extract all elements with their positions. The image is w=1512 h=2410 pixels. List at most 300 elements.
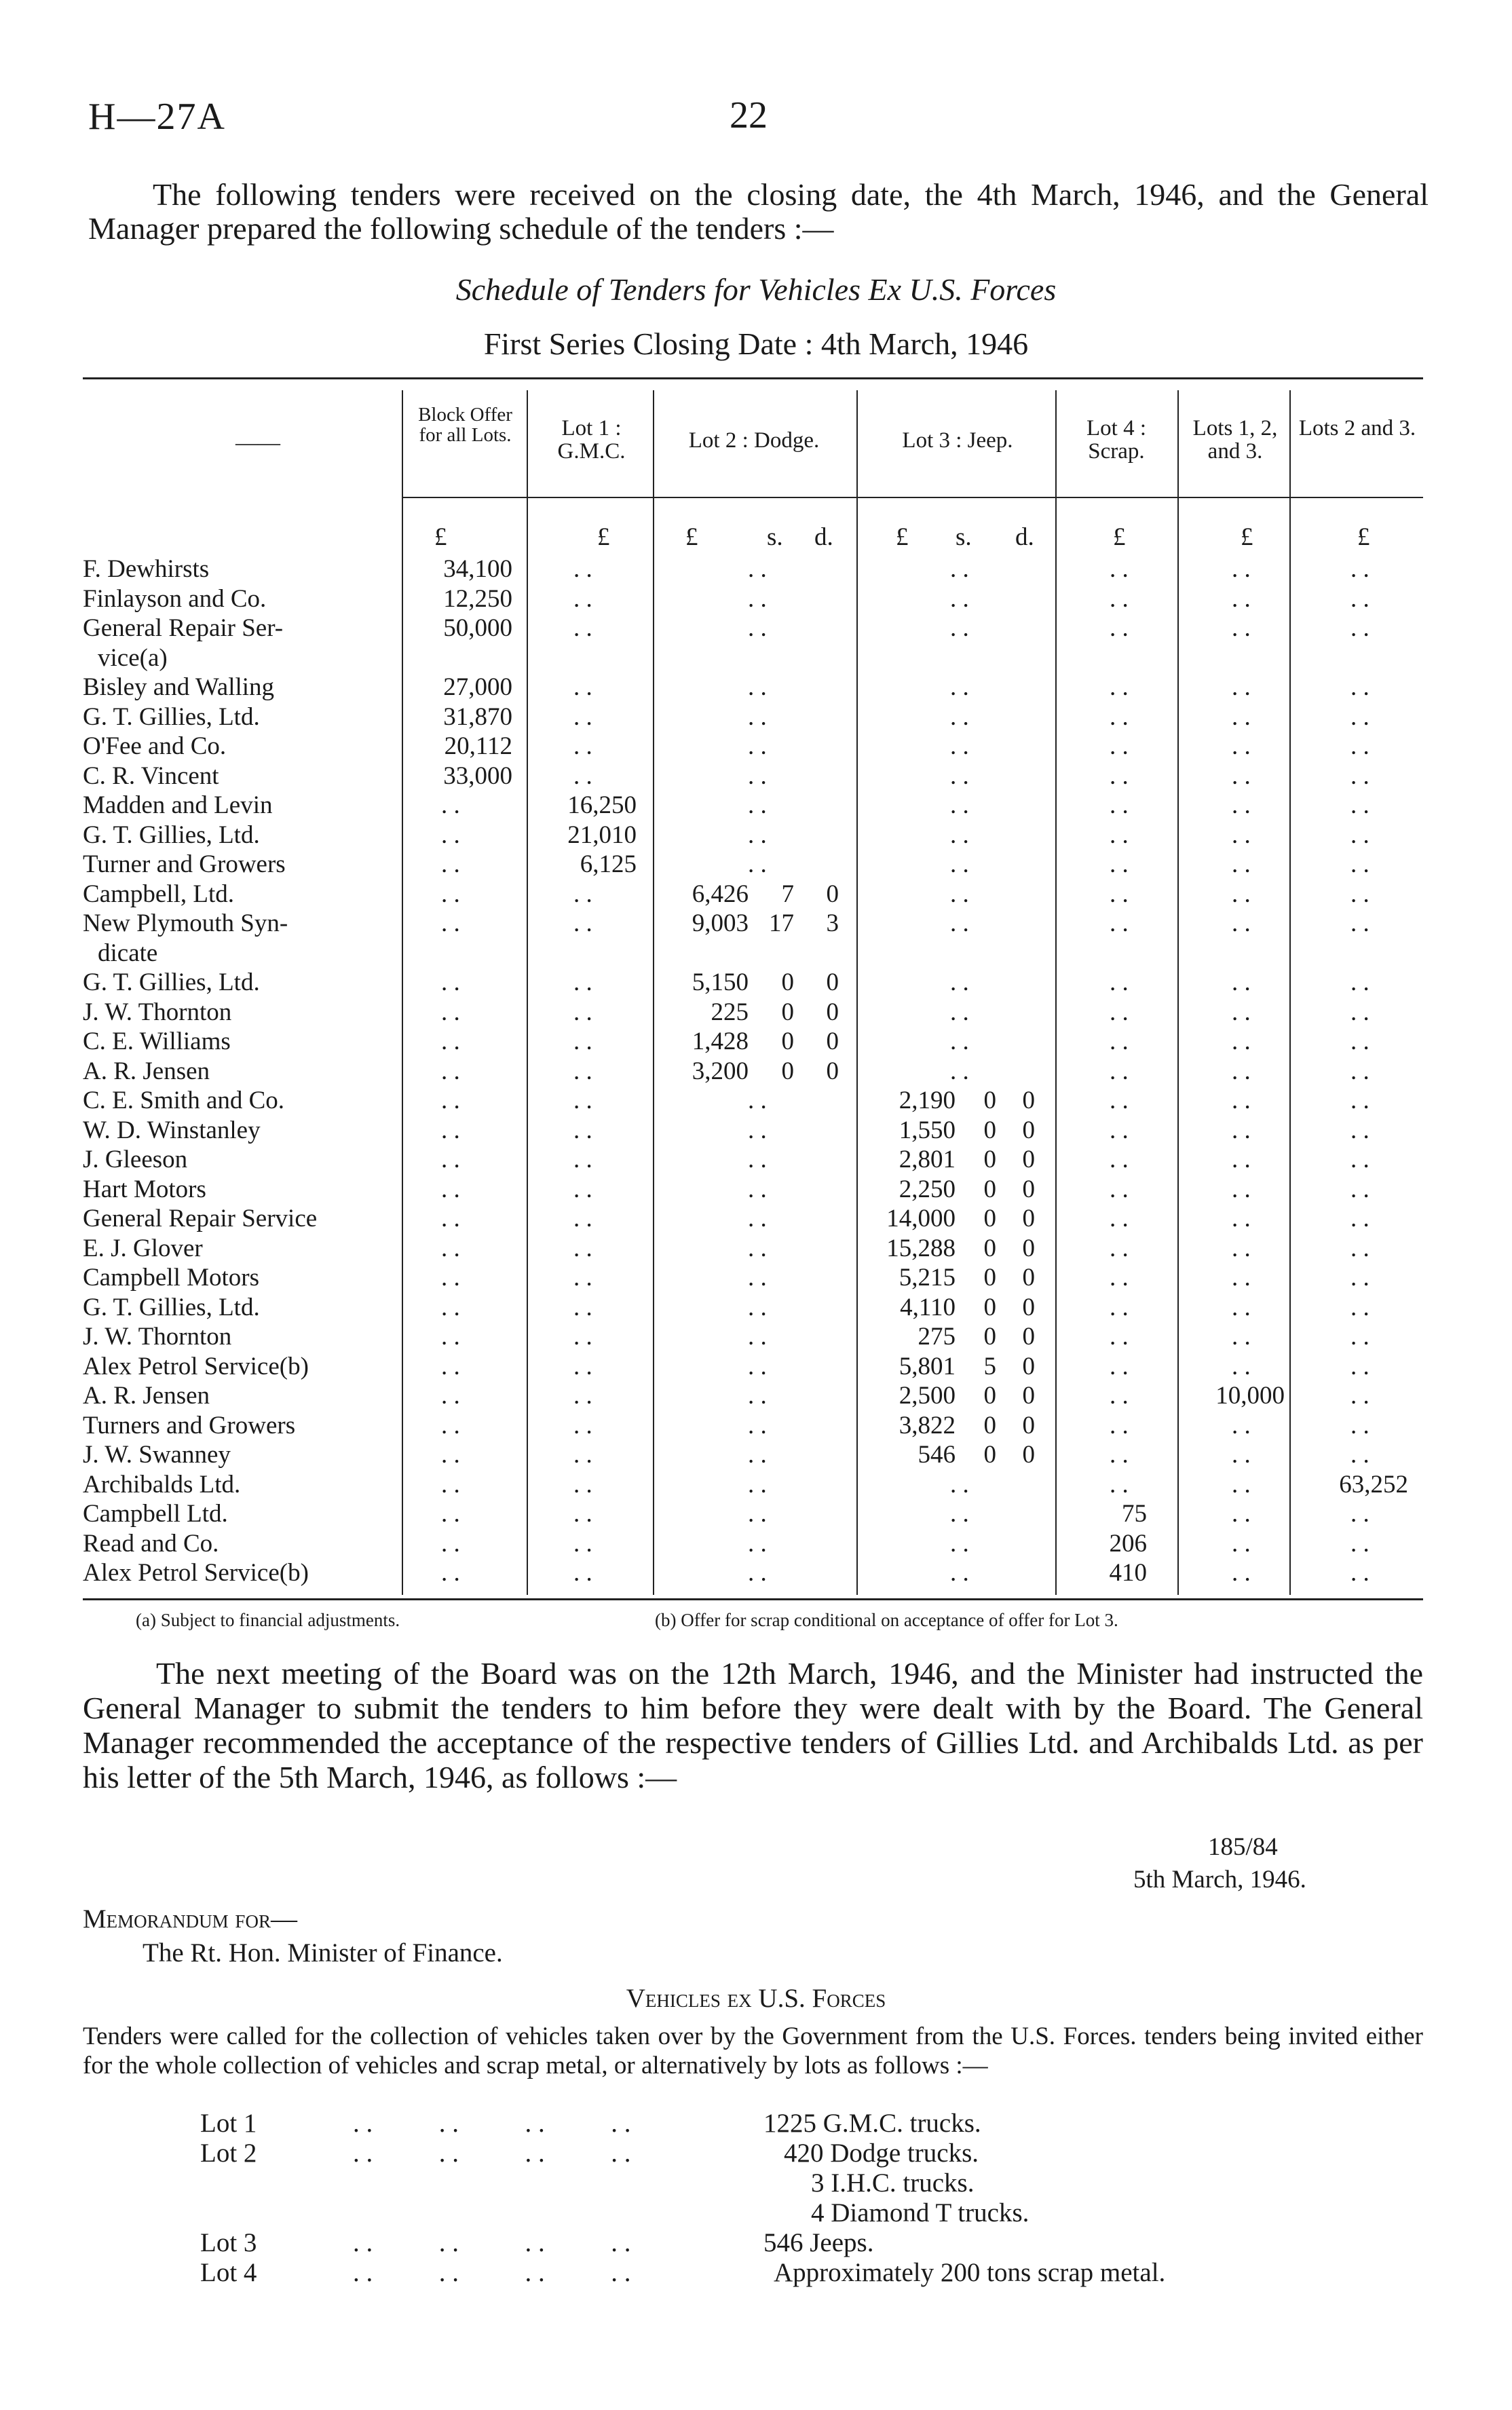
- empty-cell: . .: [1232, 880, 1251, 908]
- tenderer-name: G. T. Gillies, Ltd.: [83, 702, 260, 731]
- empty-cell: . .: [748, 702, 767, 731]
- lot3-shillings: 0: [983, 1323, 996, 1351]
- empty-cell: . .: [1350, 998, 1369, 1026]
- empty-cell: . .: [748, 1175, 767, 1203]
- empty-cell: . .: [573, 1205, 592, 1232]
- unit-block: £: [434, 523, 447, 551]
- empty-cell: . .: [748, 1293, 767, 1321]
- empty-cell: . .: [1232, 968, 1251, 996]
- empty-cell: . .: [1110, 1028, 1129, 1055]
- empty-cell: . .: [441, 1264, 460, 1292]
- lot1-value: 16,250: [567, 791, 637, 819]
- empty-cell: . .: [1232, 673, 1251, 701]
- empty-cell: . .: [1110, 880, 1129, 908]
- lot3-shillings: 0: [983, 1146, 996, 1173]
- empty-cell: . .: [748, 1352, 767, 1380]
- empty-cell: . .: [748, 673, 767, 701]
- empty-cell: . .: [441, 998, 460, 1026]
- empty-cell: . .: [1110, 1116, 1129, 1144]
- lot-description: 3 I.H.C. trucks.: [811, 2168, 975, 2198]
- unit-lot4: £: [1113, 523, 1126, 551]
- empty-cell: . .: [573, 1175, 592, 1203]
- tenderer-name: A. R. Jensen: [83, 1382, 210, 1410]
- schedule-title: Schedule of Tenders for Vehicles Ex U.S. Forces: [455, 272, 1057, 307]
- empty-cell: . .: [1232, 1559, 1251, 1587]
- block-offer-value: 33,000: [443, 761, 512, 790]
- table-top-rule: [83, 377, 1423, 379]
- lot3-pounds: 2,500: [899, 1382, 956, 1410]
- tenderer-name: Bisley and Walling: [83, 673, 275, 701]
- empty-cell: . .: [748, 1146, 767, 1173]
- tenderer-name: Archibalds Ltd.: [83, 1470, 241, 1499]
- empty-cell: . .: [1232, 1264, 1251, 1292]
- empty-cell: . .: [1350, 1234, 1369, 1262]
- empty-cell: . .: [1350, 1146, 1369, 1173]
- tenderer-name: Read and Co.: [83, 1529, 219, 1558]
- tenderer-name-continued: dicate: [98, 939, 158, 967]
- block-offer-value: 27,000: [443, 673, 512, 701]
- tenderer-name: O'Fee and Co.: [83, 732, 227, 760]
- empty-cell: . .: [1110, 702, 1129, 731]
- unit-lot3-s: s.: [956, 523, 972, 551]
- lot3-shillings: 0: [983, 1175, 996, 1203]
- empty-cell: . .: [573, 1470, 592, 1499]
- tenderer-name: C. E. Smith and Co.: [83, 1087, 285, 1114]
- lot3-pence: 0: [1022, 1116, 1035, 1144]
- col-header-lot1: Lot 1 : G.M.C.: [557, 416, 626, 464]
- empty-cell: . .: [573, 1500, 592, 1528]
- lot2-pence: 0: [826, 998, 839, 1026]
- unit-lot2-d: d.: [814, 523, 833, 551]
- tenderer-name: Turners and Growers: [83, 1411, 296, 1439]
- empty-cell: . .: [1110, 850, 1129, 878]
- leader-dots: . . . . . . . .: [353, 2228, 631, 2257]
- empty-cell: . .: [1350, 1205, 1369, 1232]
- empty-cell: . .: [441, 1116, 460, 1144]
- empty-cell: . .: [573, 1057, 592, 1085]
- empty-cell: . .: [748, 1087, 767, 1114]
- empty-cell: . .: [573, 1116, 592, 1144]
- tenderer-name-continued: vice(a): [98, 643, 168, 672]
- empty-cell: . .: [748, 614, 767, 642]
- empty-cell: . .: [441, 1500, 460, 1528]
- empty-cell: . .: [441, 821, 460, 849]
- empty-cell: . .: [1232, 791, 1251, 819]
- col-header-lot4: Lot 4 : Scrap.: [1086, 416, 1146, 464]
- empty-cell: . .: [1350, 1175, 1369, 1203]
- tenderer-name: Turner and Growers: [83, 850, 286, 878]
- leader-dots: . . . . . . . .: [353, 2258, 631, 2287]
- lot3-pence: 0: [1022, 1441, 1035, 1469]
- lot3-shillings: 5: [983, 1352, 996, 1380]
- lot2-pence: 0: [826, 880, 839, 908]
- lot3-pence: 0: [1022, 1323, 1035, 1351]
- lot3-shillings: 0: [983, 1411, 996, 1439]
- empty-cell: . .: [1350, 909, 1369, 937]
- empty-cell: . .: [1110, 1441, 1129, 1469]
- empty-cell: . .: [441, 1087, 460, 1114]
- empty-cell: . .: [950, 555, 969, 583]
- empty-cell: . .: [1232, 909, 1251, 937]
- empty-cell: . .: [441, 1529, 460, 1558]
- lot3-pence: 0: [1022, 1146, 1035, 1173]
- empty-cell: . .: [748, 555, 767, 583]
- empty-cell: . .: [748, 761, 767, 790]
- empty-cell: . .: [1110, 968, 1129, 996]
- memo-date: 5th March, 1946.: [1133, 1866, 1306, 1894]
- column-rule: [1055, 390, 1057, 1595]
- empty-cell: . .: [1350, 673, 1369, 701]
- lot2-shillings: 0: [781, 998, 794, 1026]
- table-bottom-rule: [83, 1598, 1423, 1600]
- empty-cell: . .: [950, 1500, 969, 1528]
- empty-cell: . .: [748, 1116, 767, 1144]
- empty-cell: . .: [1232, 998, 1251, 1026]
- lot3-pounds: 275: [918, 1323, 956, 1351]
- empty-cell: . .: [748, 1382, 767, 1410]
- empty-cell: . .: [1350, 880, 1369, 908]
- empty-cell: . .: [441, 1559, 460, 1587]
- lot3-shillings: 0: [983, 1264, 996, 1292]
- empty-cell: . .: [441, 1146, 460, 1173]
- empty-cell: . .: [1232, 1028, 1251, 1055]
- empty-cell: . .: [1232, 1057, 1251, 1085]
- empty-cell: . .: [441, 1234, 460, 1262]
- empty-cell: . .: [950, 1559, 969, 1587]
- lot3-pence: 0: [1022, 1175, 1035, 1203]
- lot2-shillings: 0: [781, 1028, 794, 1055]
- empty-cell: . .: [1232, 555, 1251, 583]
- lot2-pounds: 225: [711, 998, 749, 1026]
- lot3-pence: 0: [1022, 1234, 1035, 1262]
- footnote-a: (a) Subject to financial adjustments.: [136, 1610, 400, 1630]
- lot2-pounds: 3,200: [692, 1057, 749, 1085]
- page-number: 22: [730, 94, 768, 136]
- empty-cell: . .: [441, 1441, 460, 1469]
- block-offer-value: 12,250: [443, 584, 512, 613]
- empty-cell: . .: [748, 1205, 767, 1232]
- lot2-shillings: 7: [781, 880, 794, 908]
- empty-cell: . .: [1350, 702, 1369, 731]
- empty-cell: . .: [950, 821, 969, 849]
- empty-cell: . .: [1110, 1057, 1129, 1085]
- lot3-shillings: 0: [983, 1382, 996, 1410]
- empty-cell: . .: [1350, 1382, 1369, 1410]
- empty-cell: . .: [1350, 555, 1369, 583]
- column-rule: [653, 390, 654, 1595]
- column-rule: [402, 390, 403, 1595]
- lot3-pounds: 546: [918, 1441, 956, 1469]
- empty-cell: . .: [1350, 1264, 1369, 1292]
- leader-dots: . . . . . . . .: [353, 2109, 631, 2138]
- empty-cell: . .: [573, 1028, 592, 1055]
- tenderer-name: C. E. Williams: [83, 1028, 231, 1055]
- empty-cell: . .: [748, 1411, 767, 1439]
- empty-cell: . .: [1350, 1441, 1369, 1469]
- tenderer-name: Finlayson and Co.: [83, 584, 267, 613]
- empty-cell: . .: [573, 1529, 592, 1558]
- lot2-pounds: 5,150: [692, 968, 749, 996]
- empty-cell: . .: [1232, 1470, 1251, 1499]
- tenderer-name: Campbell Ltd.: [83, 1500, 228, 1528]
- lot3-shillings: 0: [983, 1116, 996, 1144]
- lot3-pence: 0: [1022, 1205, 1035, 1232]
- empty-cell: . .: [1232, 614, 1251, 642]
- col-header-lots23: Lots 2 and 3.: [1298, 416, 1416, 440]
- empty-cell: . .: [950, 614, 969, 642]
- empty-cell: . .: [1350, 968, 1369, 996]
- empty-cell: . .: [1350, 761, 1369, 790]
- tenderer-name: F. Dewhirsts: [83, 555, 210, 583]
- header-rule: [402, 497, 1423, 498]
- lot2-pounds: 1,428: [692, 1028, 749, 1055]
- lot2-pence: 0: [826, 1057, 839, 1085]
- empty-cell: . .: [1350, 850, 1369, 878]
- column-rule: [527, 390, 528, 1595]
- empty-cell: . .: [1232, 1175, 1251, 1203]
- tenderer-name: Hart Motors: [83, 1175, 206, 1203]
- empty-cell: . .: [441, 1470, 460, 1499]
- empty-cell: . .: [573, 909, 592, 937]
- lot4-value: 410: [1109, 1559, 1147, 1587]
- empty-cell: . .: [1110, 791, 1129, 819]
- lot4-value: 75: [1122, 1500, 1147, 1528]
- lot1-value: 6,125: [580, 850, 637, 878]
- empty-cell: . .: [441, 880, 460, 908]
- empty-cell: . .: [1232, 1293, 1251, 1321]
- memo-reference: 185/84: [1208, 1833, 1278, 1861]
- empty-cell: . .: [573, 1559, 592, 1587]
- lot3-shillings: 0: [983, 1087, 996, 1114]
- unit-lot3-pound: £: [896, 523, 909, 551]
- col-header-lot2: Lot 2 : Dodge.: [688, 428, 820, 453]
- empty-cell: . .: [1350, 1500, 1369, 1528]
- empty-cell: . .: [1110, 1352, 1129, 1380]
- block-offer-value: 31,870: [443, 702, 512, 731]
- empty-cell: . .: [748, 1234, 767, 1262]
- lot2-pence: 0: [826, 1028, 839, 1055]
- empty-cell: . .: [573, 673, 592, 701]
- empty-cell: . .: [748, 1529, 767, 1558]
- lot2-pounds: 6,426: [692, 880, 749, 908]
- lot-description: 420 Dodge trucks.: [784, 2139, 979, 2168]
- lot3-pence: 0: [1022, 1293, 1035, 1321]
- lot3-pounds: 2,801: [899, 1146, 956, 1173]
- empty-cell: . .: [1350, 1559, 1369, 1587]
- empty-cell: . .: [1232, 850, 1251, 878]
- empty-cell: . .: [573, 1264, 592, 1292]
- tenderer-name: G. T. Gillies, Ltd.: [83, 968, 260, 996]
- empty-cell: . .: [1350, 1028, 1369, 1055]
- lot-description: Approximately 200 tons scrap metal.: [774, 2258, 1166, 2287]
- empty-cell: . .: [1350, 1057, 1369, 1085]
- lot2-pence: 0: [826, 968, 839, 996]
- tenderer-name: Alex Petrol Service(b): [83, 1559, 309, 1587]
- lot3-pence: 0: [1022, 1411, 1035, 1439]
- unit-lots123: £: [1241, 523, 1253, 551]
- empty-cell: . .: [441, 1323, 460, 1351]
- tenderer-name: Campbell, Ltd.: [83, 880, 234, 908]
- empty-cell: . .: [748, 1264, 767, 1292]
- empty-cell: . .: [1350, 1323, 1369, 1351]
- memo-recipient: The Rt. Hon. Minister of Finance.: [143, 1938, 503, 1967]
- empty-cell: . .: [748, 1323, 767, 1351]
- empty-cell: . .: [441, 1028, 460, 1055]
- empty-cell: . .: [573, 732, 592, 760]
- lot3-pounds: 2,250: [899, 1175, 956, 1203]
- empty-cell: . .: [573, 1382, 592, 1410]
- empty-cell: . .: [748, 821, 767, 849]
- tenderer-name: J. W. Swanney: [83, 1441, 231, 1469]
- col-header-lot3: Lot 3 : Jeep.: [902, 428, 1013, 453]
- empty-cell: . .: [1232, 1234, 1251, 1262]
- tenderer-name: General Repair Ser-: [83, 614, 284, 642]
- block-offer-value: 50,000: [443, 614, 512, 642]
- empty-cell: . .: [441, 909, 460, 937]
- empty-cell: . .: [1350, 791, 1369, 819]
- column-rule: [856, 390, 858, 1595]
- lot2-shillings: 17: [769, 909, 794, 937]
- empty-cell: . .: [748, 1441, 767, 1469]
- lots123-value: 10,000: [1215, 1382, 1285, 1410]
- tenderer-name: Madden and Levin: [83, 791, 273, 819]
- lot2-pence: 3: [826, 909, 839, 937]
- lot-description: 4 Diamond T trucks.: [811, 2198, 1029, 2227]
- empty-cell: . .: [573, 968, 592, 996]
- empty-cell: . .: [441, 791, 460, 819]
- empty-cell: . .: [950, 584, 969, 613]
- empty-cell: . .: [1232, 821, 1251, 849]
- empty-cell: . .: [1232, 1087, 1251, 1114]
- empty-cell: . .: [1110, 1205, 1129, 1232]
- footnote-b: (b) Offer for scrap conditional on acceptance of offer for Lot 3.: [655, 1610, 1118, 1630]
- empty-cell: . .: [950, 1529, 969, 1558]
- empty-cell: . .: [748, 850, 767, 878]
- column-rule: [1289, 390, 1291, 1595]
- lot1-value: 21,010: [567, 821, 637, 849]
- empty-cell: . .: [573, 614, 592, 642]
- lot3-pounds: 14,000: [886, 1205, 956, 1232]
- empty-cell: . .: [573, 1234, 592, 1262]
- empty-cell: . .: [573, 1441, 592, 1469]
- col-header-lots123: Lots 1, 2, and 3.: [1192, 416, 1278, 464]
- empty-cell: . .: [950, 673, 969, 701]
- empty-cell: . .: [1110, 555, 1129, 583]
- lot3-pounds: 15,288: [886, 1234, 956, 1262]
- empty-cell: . .: [573, 880, 592, 908]
- unit-lot2-pound: £: [685, 523, 698, 551]
- unit-lot1: £: [597, 523, 610, 551]
- memo-heading: Vehicles ex U.S. Forces: [626, 1984, 886, 2013]
- empty-cell: . .: [748, 791, 767, 819]
- empty-cell: . .: [1110, 1293, 1129, 1321]
- unit-lots23: £: [1357, 523, 1370, 551]
- empty-cell: . .: [1110, 1411, 1129, 1439]
- lot3-pounds: 3,822: [899, 1411, 956, 1439]
- empty-cell: . .: [1350, 1087, 1369, 1114]
- tenderer-name: G. T. Gillies, Ltd.: [83, 1293, 260, 1321]
- empty-cell: . .: [950, 880, 969, 908]
- col-header-name: ——: [235, 431, 280, 455]
- empty-cell: . .: [748, 584, 767, 613]
- unit-lot3-d: d.: [1015, 523, 1034, 551]
- empty-cell: . .: [1350, 1529, 1369, 1558]
- empty-cell: . .: [573, 1146, 592, 1173]
- empty-cell: . .: [950, 791, 969, 819]
- empty-cell: . .: [1232, 1500, 1251, 1528]
- empty-cell: . .: [1110, 584, 1129, 613]
- empty-cell: . .: [1110, 1234, 1129, 1262]
- empty-cell: . .: [1350, 732, 1369, 760]
- lot3-pounds: 4,110: [900, 1293, 956, 1321]
- empty-cell: . .: [441, 1382, 460, 1410]
- empty-cell: . .: [748, 1500, 767, 1528]
- lot-label: Lot 4: [200, 2258, 257, 2287]
- empty-cell: . .: [573, 584, 592, 613]
- lot3-pounds: 2,190: [899, 1087, 956, 1114]
- series-code: H—27A: [88, 96, 226, 138]
- empty-cell: . .: [1232, 1529, 1251, 1558]
- empty-cell: . .: [1350, 1411, 1369, 1439]
- leader-dots: . . . . . . . .: [353, 2139, 631, 2168]
- empty-cell: . .: [1350, 584, 1369, 613]
- empty-cell: . .: [573, 1087, 592, 1114]
- lot3-pence: 0: [1022, 1264, 1035, 1292]
- lot3-pence: 0: [1022, 1352, 1035, 1380]
- column-rule: [1177, 390, 1179, 1595]
- empty-cell: . .: [950, 761, 969, 790]
- schedule-subtitle: First Series Closing Date : 4th March, 1946: [483, 326, 1029, 361]
- empty-cell: . .: [950, 909, 969, 937]
- empty-cell: . .: [1232, 1352, 1251, 1380]
- tenderer-name: G. T. Gillies, Ltd.: [83, 821, 260, 849]
- empty-cell: . .: [441, 1175, 460, 1203]
- empty-cell: . .: [573, 761, 592, 790]
- tenderer-name: C. R. Vincent: [83, 761, 219, 790]
- lot2-pounds: 9,003: [692, 909, 749, 937]
- empty-cell: . .: [573, 1323, 592, 1351]
- empty-cell: . .: [1110, 1087, 1129, 1114]
- empty-cell: . .: [441, 1411, 460, 1439]
- empty-cell: . .: [1232, 1116, 1251, 1144]
- empty-cell: . .: [1232, 1146, 1251, 1173]
- lot2-shillings: 0: [781, 968, 794, 996]
- empty-cell: . .: [1110, 821, 1129, 849]
- empty-cell: . .: [1232, 584, 1251, 613]
- empty-cell: . .: [1110, 1382, 1129, 1410]
- tenderer-name: W. D. Winstanley: [83, 1116, 261, 1144]
- empty-cell: . .: [441, 850, 460, 878]
- empty-cell: . .: [1110, 673, 1129, 701]
- empty-cell: . .: [441, 1057, 460, 1085]
- tenderer-name: General Repair Service: [83, 1205, 318, 1232]
- empty-cell: . .: [441, 1205, 460, 1232]
- lot3-shillings: 0: [983, 1441, 996, 1469]
- empty-cell: . .: [573, 555, 592, 583]
- lot-label: Lot 2: [200, 2139, 257, 2168]
- empty-cell: . .: [1350, 821, 1369, 849]
- tenderer-name: J. W. Thornton: [83, 998, 232, 1026]
- tenderer-name: Alex Petrol Service(b): [83, 1352, 309, 1380]
- col-header-block: Block Offer for all Lots.: [418, 404, 512, 446]
- empty-cell: . .: [441, 968, 460, 996]
- empty-cell: . .: [1110, 732, 1129, 760]
- empty-cell: . .: [441, 1352, 460, 1380]
- empty-cell: . .: [1110, 1175, 1129, 1203]
- empty-cell: . .: [950, 968, 969, 996]
- empty-cell: . .: [950, 998, 969, 1026]
- tenderer-name: E. J. Glover: [83, 1234, 203, 1262]
